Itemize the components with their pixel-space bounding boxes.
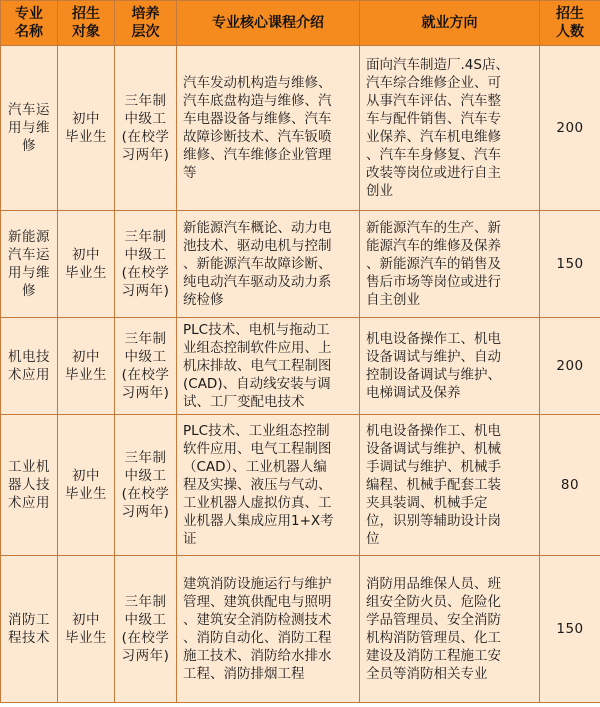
level-cell: 三年制 中级工 (在校学 习两年) <box>115 211 177 318</box>
level-cell: 三年制 中级工 (在校学 习两年) <box>115 556 177 703</box>
count-cell: 200 <box>540 46 600 211</box>
courses-cell: 汽车发动机构造与维修、 汽车底盘构造与维修、汽 车电器设备与维修、汽车 故障诊断技术、汽车钣喷 维修、汽车维修企业管理 等 <box>177 46 360 211</box>
target-cell: 初中 毕业生 <box>58 211 115 318</box>
header-courses: 专业核心课程介绍 <box>177 1 360 46</box>
header-jobs: 就业方向 <box>360 1 540 46</box>
table-row <box>1 318 600 415</box>
count-cell: 150 <box>540 556 600 703</box>
jobs-cell: 消防用品维保人员、班 组安全防火员、危险化 学品管理员、安全消防 机构消防管理员、化工 建设及消防工程施工安 全员等消防相关专业 <box>360 556 540 703</box>
header-count: 招生 人数 <box>540 1 600 46</box>
major-name-cell: 工业机 器人技 术应用 <box>1 415 58 556</box>
level-cell: 三年制 中级工 (在校学 习两年) <box>115 318 177 415</box>
table-row <box>1 556 600 703</box>
jobs-cell: 机电设备操作工、机电 设备调试与维护、自动 控制设备调试与维护、 电梯调试及保养 <box>360 318 540 415</box>
major-name-cell: 消防工 程技术 <box>1 556 58 703</box>
jobs-cell: 机电设备操作工、机电 设备调试与维护、机械 手调试与维护、机械手 编程、机械手配套工装 夹具装调、机械手定 位，识别等辅助设计岗 位 <box>360 415 540 556</box>
level-cell: 三年制 中级工 (在校学 习两年) <box>115 46 177 211</box>
target-cell: 初中 毕业生 <box>58 415 115 556</box>
header-row <box>1 1 600 46</box>
courses-cell: 建筑消防设施运行与维护 管理、建筑供配电与照明 、建筑安全消防检测技术 、消防自动化、消防工程 施工技术、消防给水排水 工程、消防排烟工程 <box>177 556 360 703</box>
jobs-cell: 面向汽车制造厂.4S店、 汽车综合维修企业、可 从事汽车评估、汽车整 车与配件销售、汽车专 业保养、汽车机电维修 、汽车车身修复、汽车 改装等岗位或进行自主 创业 <box>360 46 540 211</box>
courses-cell: PLC技术、工业组态控制 软件应用、电气工程制图 （CAD）、工业机器人编 程及实操、液压与气动、 工业机器人虚拟仿真、工 业机器人集成应用1+X考 证 <box>177 415 360 556</box>
header-target: 招生 对象 <box>58 1 115 46</box>
table-row <box>1 46 600 211</box>
major-name-cell: 机电技 术应用 <box>1 318 58 415</box>
courses-cell: PLC技术、电机与拖动工 业组态控制软件应用、上 机床排故、电气工程制图 (CAD)、自动线安装与调 试、工厂变配电技术 <box>177 318 360 415</box>
header-major-name: 专业 名称 <box>1 1 58 46</box>
courses-cell: 新能源汽车概论、动力电 池技术、驱动电机与控制 、新能源汽车故障诊断、 纯电动汽车驱动及动力系 统检修 <box>177 211 360 318</box>
count-cell: 80 <box>540 415 600 556</box>
count-cell: 150 <box>540 211 600 318</box>
target-cell: 初中 毕业生 <box>58 46 115 211</box>
count-cell: 200 <box>540 318 600 415</box>
target-cell: 初中 毕业生 <box>58 318 115 415</box>
header-level: 培养 层次 <box>115 1 177 46</box>
target-cell: 初中 毕业生 <box>58 556 115 703</box>
major-name-cell: 新能源 汽车运 用与维 修 <box>1 211 58 318</box>
major-name-cell: 汽车运 用与维 修 <box>1 46 58 211</box>
level-cell: 三年制 中级工 (在校学 习两年) <box>115 415 177 556</box>
table-row <box>1 415 600 556</box>
table-row <box>1 211 600 318</box>
jobs-cell: 新能源汽车的生产、新 能源汽车的维修及保养 、新能源汽车的销售及 售后市场等岗位或进行 自主创业 <box>360 211 540 318</box>
